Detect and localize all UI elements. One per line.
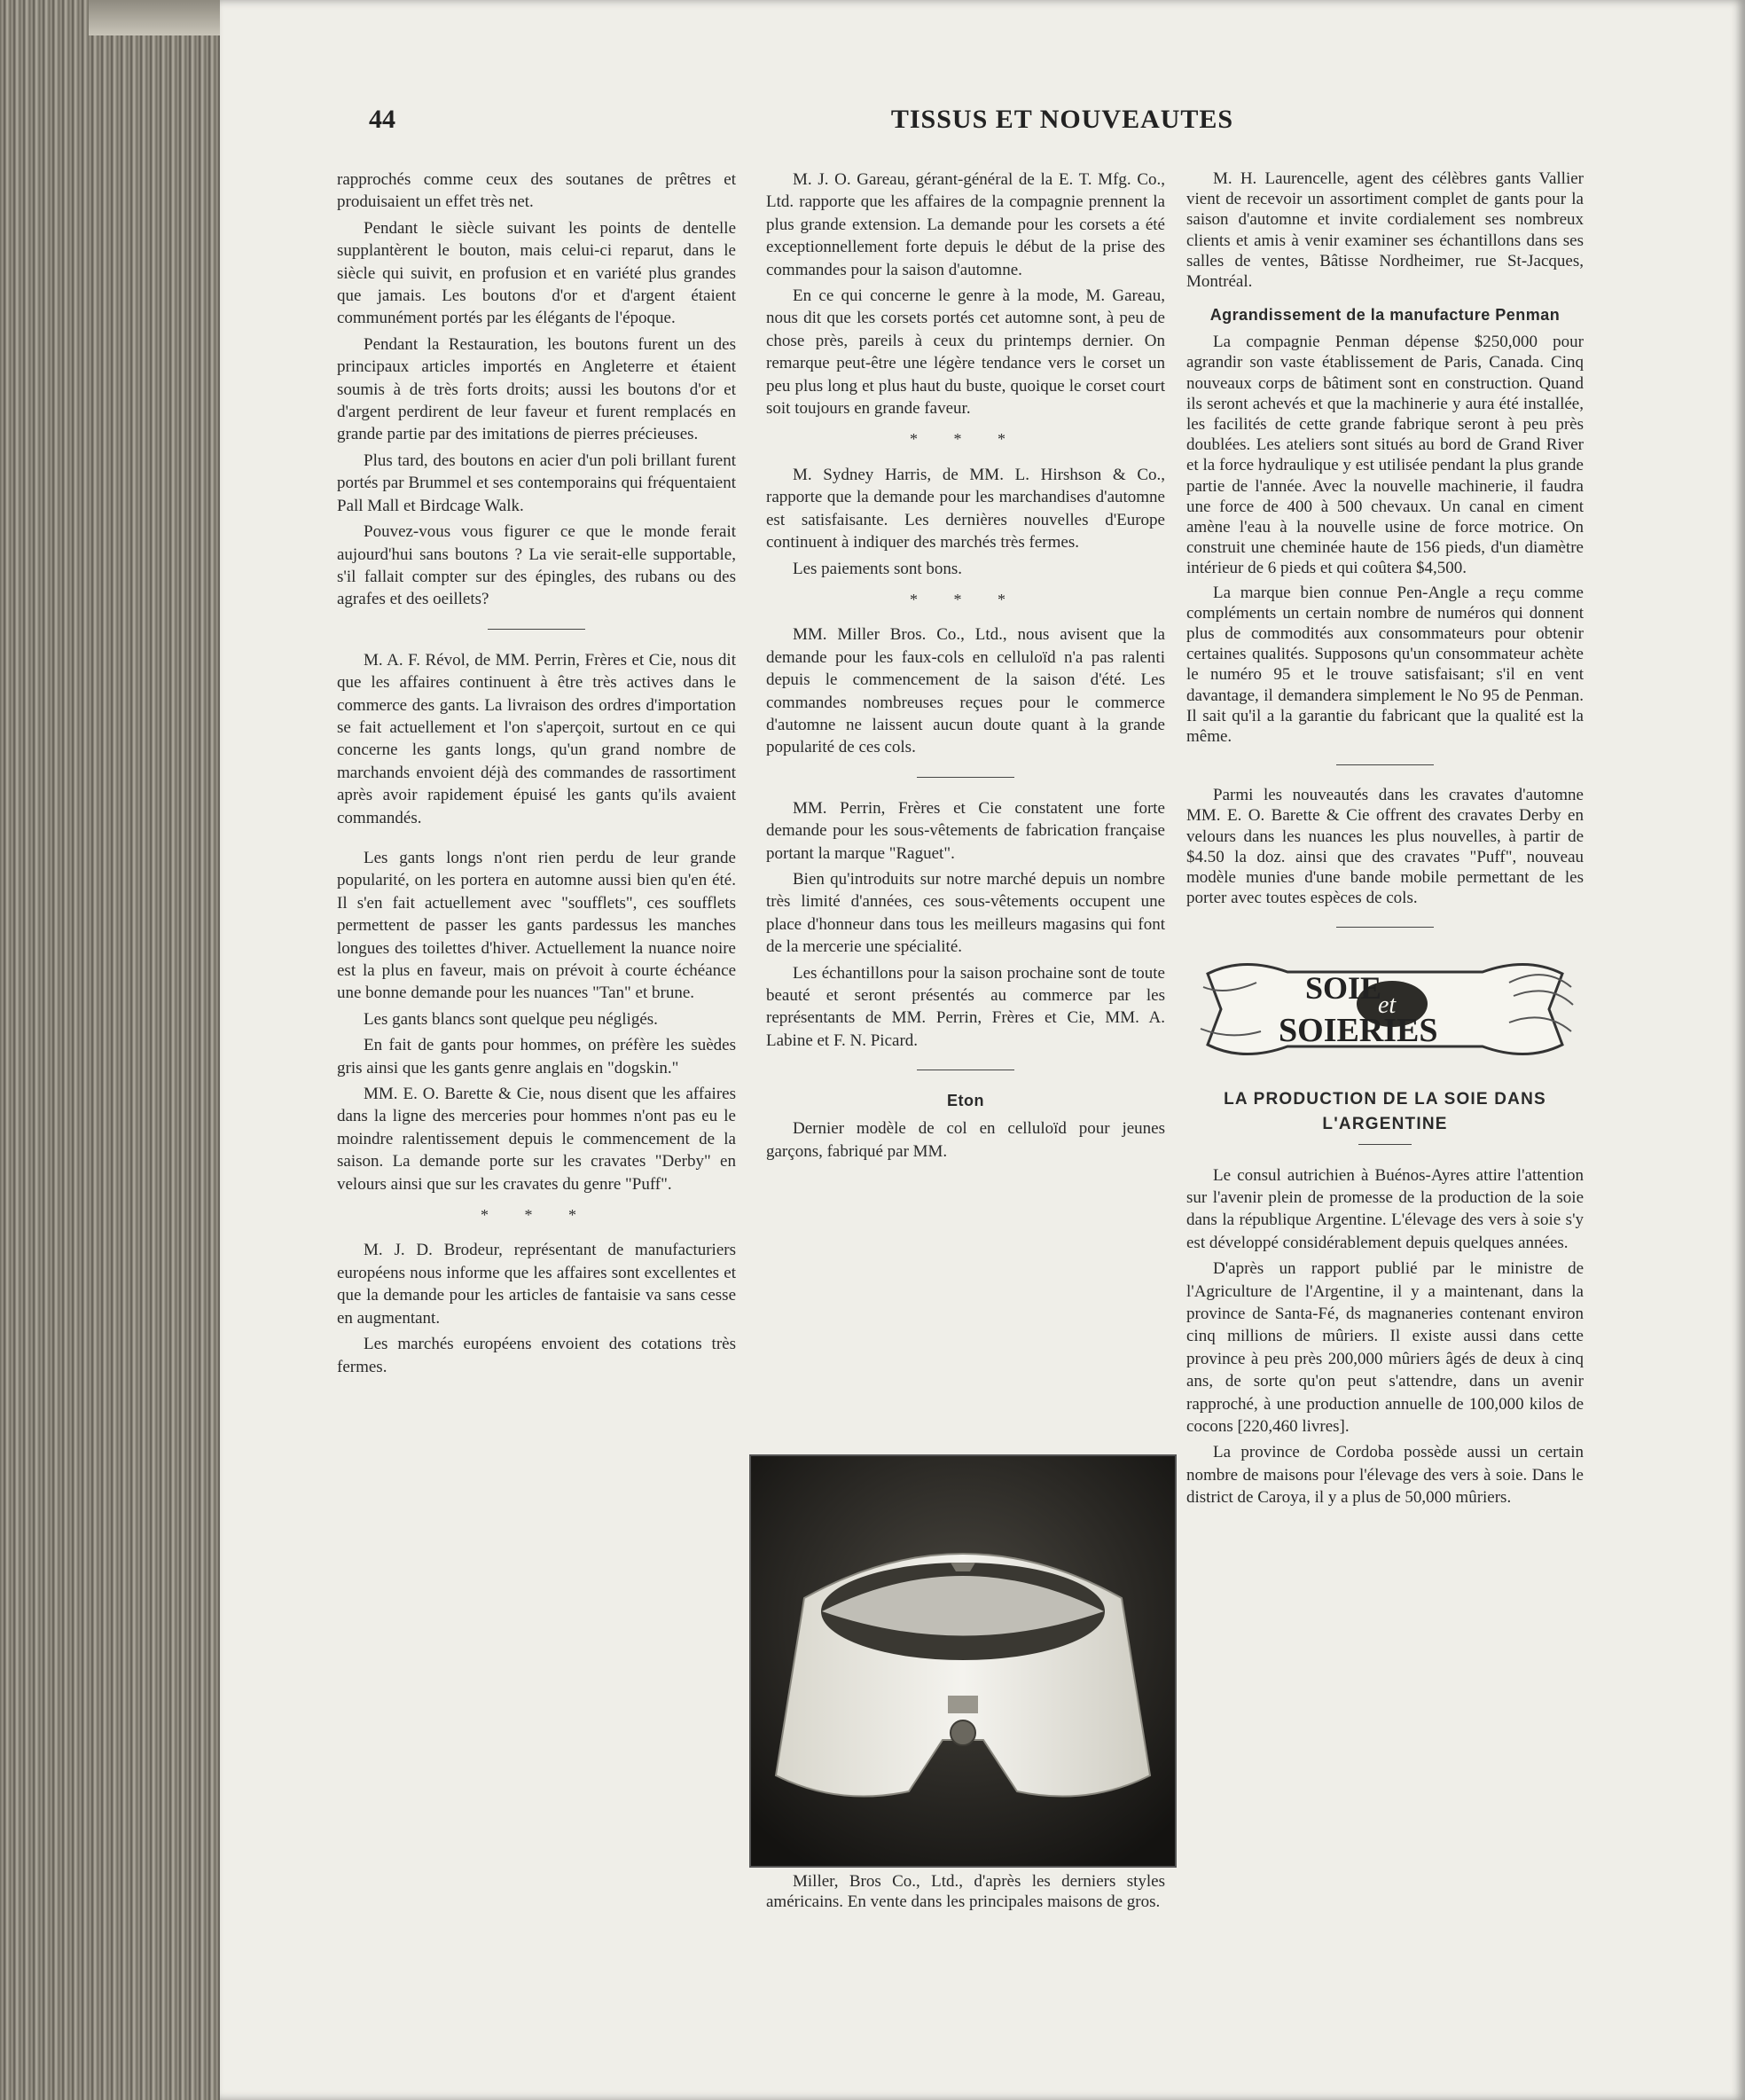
penman-heading: Agrandissement de la manufacture Penman — [1209, 306, 1561, 325]
paragraph: Les marchés européens envoient des cotations très fermes. — [337, 1335, 736, 1376]
paragraph: Les gants blancs sont quelque peu négligés. — [364, 1009, 658, 1029]
paragraph: En ce qui concerne le genre à la mode, M. Gareau, nous dit que les corsets portés cet automne sont, à peu de chose près, pareils à ceux du printemps dernier. On remarque peut-être une légère tendance vers le corset un peu plus long et plus haut du buste, quoique le corset court soit toujours en grande faveur. — [766, 286, 1165, 419]
paragraph: Dernier modèle de col en celluloïd pour jeunes garçons, fabriqué par MM. — [766, 1119, 1165, 1161]
logo-text-mid: et — [1378, 991, 1397, 1019]
paragraph: Les gants longs n'ont rien perdu de leur grande popularité, on les portera en automne aussi bien qu'en été. Il s'en fait actuellement avec "soufflets", ces soufflets permettent de passer les gants pardessus les manches longues des toilettes d'hiver. Actuellement la nuance noire est la plus en faveur, mais on prévoit à courte échéance une bonne demande pour les nuances "Tan" et brune. — [337, 848, 736, 1003]
paragraph: MM. Perrin, Frères et Cie constatent une forte demande pour les sous-vêtements de fabrication française portant la marque "Raguet". — [766, 798, 1165, 863]
paragraph: Les paiements sont bons. — [793, 559, 963, 578]
eton-heading: Eton — [947, 1092, 984, 1110]
collar-photo — [749, 1454, 1177, 1868]
paragraph: M. Sydney Harris, de MM. L. Hirshson & Co., rapporte que la demande pour les marchandises d'automne est satisfaisante. Les dernières nouvelles d'Europe continuent à indiquer des marchés très fermes. — [766, 465, 1165, 552]
paragraph: Pouvez-vous vous figurer ce que le monde ferait aujourd'hui sans boutons ? La vie serait-elle supportable, s'il fallait compter sur des épingles, des rubans ou des agrafes et des oeillets? — [337, 522, 736, 609]
section-divider — [1358, 1144, 1412, 1145]
paragraph: En fait de gants pour hommes, on préfère les suèdes gris ainsi que les gants genre anglais en "dogskin." — [337, 1036, 736, 1077]
paragraph: Parmi les nouveautés dans les cravates d'automne MM. E. O. Barette & Cie offrent des cravates Derby en velours dans les nuances les plus nouvelles, à partir de $4.50 la doz. ainsi que des cravates "Puff", nouveau modèle munies d'une bande mobile permettant de les porter avec toutes espèces de cols. — [1186, 786, 1584, 908]
paragraph: M. A. F. Révol, de MM. Perrin, Frères et Cie, nous dit que les affaires continuent à être très actives dans le commerce des gants. La livraison des ordres d'importation se fait actuellement et l'on s'aperçoit, surtout en ce qui concerne les gants longs, qu'un grand nombre de marchands envoient déjà des commandes de rassortiment après avoir rapidement épuisé les gants qu'ils avaient commandés. — [337, 650, 736, 827]
book-page-edges — [0, 0, 222, 2100]
book-top-edge — [89, 0, 231, 35]
argentine-heading: LA PRODUCTION DE LA SOIE DANS L'ARGENTINE — [1224, 1089, 1546, 1133]
paragraph: Pendant la Restauration, les boutons furent un des principaux articles importés en Angleterre et étaient soumis à de très forts droits; aussi les boutons d'or et d'argent perdirent de leur faveur et furent remplacés en grande partie par des imitations de pierres précieuses. — [337, 334, 736, 444]
section-divider — [1336, 927, 1434, 928]
paragraph: Le consul autrichien à Buénos-Ayres attire l'attention sur l'avenir plein de promesse de la production de la soie dans la république Argentine. L'élevage des vers à soie s'y est développé considérablement depuis quelques années. — [1186, 1165, 1584, 1252]
paragraph: rapprochés comme ceux des soutanes de prêtres et produisaient un effet très net. — [337, 170, 736, 212]
column-left — [337, 168, 736, 1378]
logo-text-top: SOIE — [1305, 969, 1382, 1006]
paragraph: MM. E. O. Barette & Cie, nous disent que les affaires dans la ligne des merceries pour hommes n'ont pas eu le moindre ralentissement depuis le commencement de la saison. La demande porte sur les cravates "Derby" en velours ainsi que sur les cravates du genre "Puff". — [337, 1085, 736, 1194]
paragraph: Les échantillons pour la saison prochaine sont de toute beauté et seront présentés au commerce par les représentants de MM. Perrin, Frères et Cie, MM. A. Labine et F. N. Picard. — [766, 963, 1165, 1050]
photo-caption: Miller, Bros Co., Ltd., d'après les derniers styles américains. En vente dans les principales maisons de gros. — [766, 1872, 1165, 1911]
logo-text-bottom: SOIERIES — [1279, 1011, 1438, 1049]
page-number: 44 — [369, 105, 395, 134]
section-stars: * * * — [481, 1206, 592, 1225]
column-right — [1186, 168, 1584, 1509]
journal-title: TISSUS ET NOUVEAUTES — [890, 105, 1234, 134]
soie-et-soieries-logo — [1190, 947, 1580, 1071]
paragraph: La compagnie Penman dépense $250,000 pour agrandir son vaste établissement de Paris, Canada. Cinq nouveaux corps de bâtiment sont en construction. Quand ils seront achevés et que la machinerie y aura été installée, les facilités de cette grande fabrique seront à peu près doublées. Les ateliers sont situés au bord de Grand River et la force hydraulique y est utilisée pendant la plus grande partie de l'année. Avec la nouvelle machinerie, il faudra une force de 400 à 500 chevaux. Un canal en ciment amène l'eau à la nouvelle usine de force motrice. On construit une cheminée haute de 156 pieds, d'un diamètre intérieur de 6 pieds et qui coûtera $4,500. — [1186, 333, 1584, 578]
paragraph: Bien qu'introduits sur notre marché depuis un nombre très limité d'années, ces sous-vêtements occupent une place d'honneur dans tous les meilleurs magasins qui font de la mercerie une spécialité. — [766, 869, 1165, 957]
section-divider — [1336, 764, 1434, 765]
page-header — [220, 105, 1745, 149]
paragraph: M. H. Laurencelle, agent des célèbres gants Vallier vient de recevoir un assortiment complet de gants pour la saison d'automne et invite cordialement ses nombreux clients et amis à venir examiner ses échantillons dans ses salles de ventes, Bâtisse Nordheimer, rue St-Jacques, Montréal. — [1186, 169, 1584, 292]
paragraph: Plus tard, des boutons en acier d'un poli brillant furent portés par Brummel et ses contemporains qui fréquentaient Pall Mall et Birdcage Walk. — [337, 451, 736, 515]
section-divider — [488, 629, 585, 630]
paragraph: Pendant le siècle suivant les points de dentelle supplantèrent le bouton, mais celui-ci reparut, dans le siècle qui suivit, en profusion et en variété plus grandes que jamais. Les boutons d'or et d'argent étaient communément portés par les élégants de l'époque. — [337, 218, 736, 328]
paragraph: D'après un rapport publié par le ministre de l'Agriculture de l'Argentine, il y a maintenant, dans la province de Santa-Fé, ds magnaneries contenant environ cinq millions de mûriers. Il existe aussi dans cette province à peu près 200,000 mûriers âgés de deux à cinq ans, de sorte qu'on peut s'attendre, dans un avenir rapproché, à une production annuelle de 100,000 kilos de cocons [220,460 livres]. — [1186, 1259, 1584, 1436]
paragraph: M. J. D. Brodeur, représentant de manufacturiers européens nous informe que les affaires sont excellentes et que la demande pour les articles de fantaisie va sans cesse en augmentant. — [337, 1241, 736, 1328]
section-stars: * * * — [910, 590, 1021, 608]
paragraph: M. J. O. Gareau, gérant-général de la E. T. Mfg. Co., Ltd. rapporte que les affaires de la compagnie prennent la plus grande extension. La demande pour les corsets a été exceptionnellement forte depuis le début de la prise des commandes pour la saison d'automne. — [766, 170, 1165, 279]
paragraph: MM. Miller Bros. Co., Ltd., nous avisent que la demande pour les faux-cols en celluloïd n'a pas ralenti depuis le commencement de la saison d'été. Les commandes nombreuses reçues pour le commerce d'automne ne laissent aucun doute quant à la grande popularité de ces cols. — [766, 625, 1165, 757]
section-stars: * * * — [910, 430, 1021, 449]
magazine-page — [220, 0, 1745, 2100]
paragraph: La province de Cordoba possède aussi un certain nombre de maisons pour l'élevage des vers à soie. Dans le district de Caroya, il y a plus de 50,000 mûriers. — [1186, 1443, 1584, 1508]
section-divider — [917, 777, 1014, 778]
celluloid-collar-illustration — [751, 1456, 1175, 1866]
column-middle — [766, 168, 1165, 1163]
paragraph: La marque bien connue Pen-Angle a reçu comme compléments un certain nombre de numéros qui donnent plus de commodités aux consommateurs pour obtenir certaines qualités. Supposons qu'un consommateur achète le numéro 95 et le trouve satisfaisant; s'il en vent davantage, il demandera simplement le No 95 de Penman. Il sait qu'il a la garantie du fabricant que la qualité est la même. — [1186, 583, 1584, 747]
